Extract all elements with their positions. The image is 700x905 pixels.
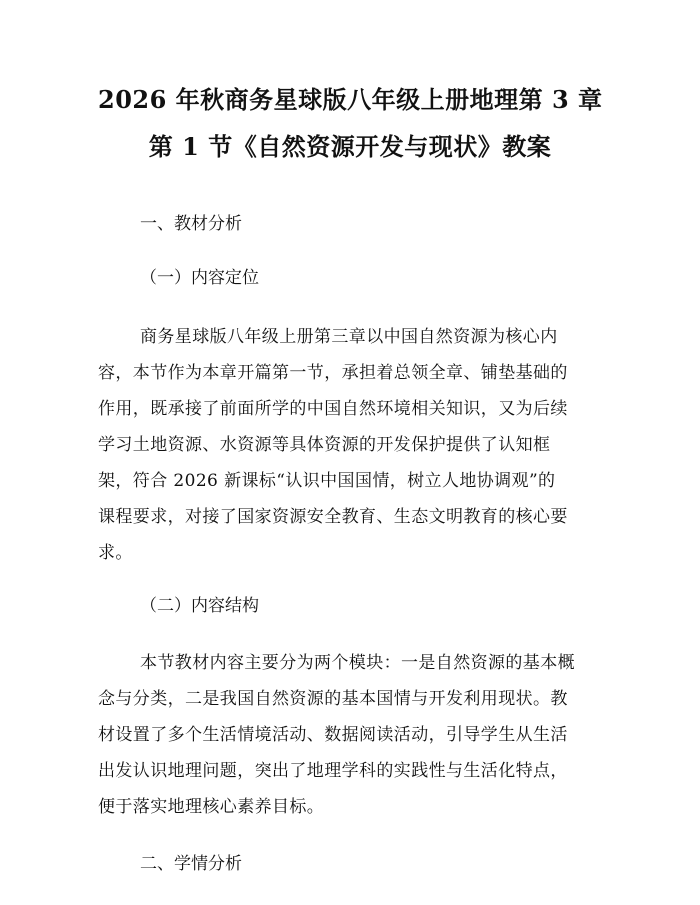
paragraph-line: 作用，既承接了前面所学的中国自然环境相关知识，又为后续 [98, 399, 568, 419]
subsection-heading-content-structure: （二）内容结构 [140, 596, 259, 616]
paragraph-line: 课程要求，对接了国家资源安全教育、生态文明教育的核心要 [98, 507, 568, 527]
paragraph-line: 商务星球版八年级上册第三章以中国自然资源为核心内 [140, 327, 558, 347]
section-heading-textbook-analysis: 一、教材分析 [140, 214, 242, 234]
paragraph-line: 学习土地资源、水资源等具体资源的开发保护提供了认知框 [98, 435, 551, 455]
paragraph-line: 本节教材内容主要分为两个模块：一是自然资源的基本概 [140, 653, 575, 673]
section-heading-learner-analysis: 二、学情分析 [140, 854, 242, 874]
paragraph-line: 念与分类，二是我国自然资源的基本国情与开发利用现状。教 [98, 689, 568, 709]
paragraph-content-structure [98, 645, 602, 825]
document-title [98, 76, 602, 170]
paragraph-line: 架，符合 2026 新课标“认识中国国情，树立人地协调观”的 [98, 471, 556, 491]
paragraph-content-positioning [98, 319, 602, 571]
paragraph-line: 便于落实地理核心素养目标。 [98, 797, 325, 817]
paragraph-line: 容，本节作为本章开篇第一节，承担着总领全章、铺垫基础的 [98, 363, 568, 383]
paragraph-line: 材设置了多个生活情境活动、数据阅读活动，引导学生从生活 [98, 725, 568, 745]
paragraph-line: 求。 [98, 543, 133, 563]
title-line-2: 第 1 节《自然资源开发与现状》教案 [148, 132, 552, 161]
title-line-1: 2026 年秋商务星球版八年级上册地理第 3 章 [98, 85, 603, 114]
subsection-heading-content-positioning: （一）内容定位 [140, 268, 259, 288]
paragraph-line: 出发认识地理问题，突出了地理学科的实践性与生活化特点， [98, 761, 568, 781]
